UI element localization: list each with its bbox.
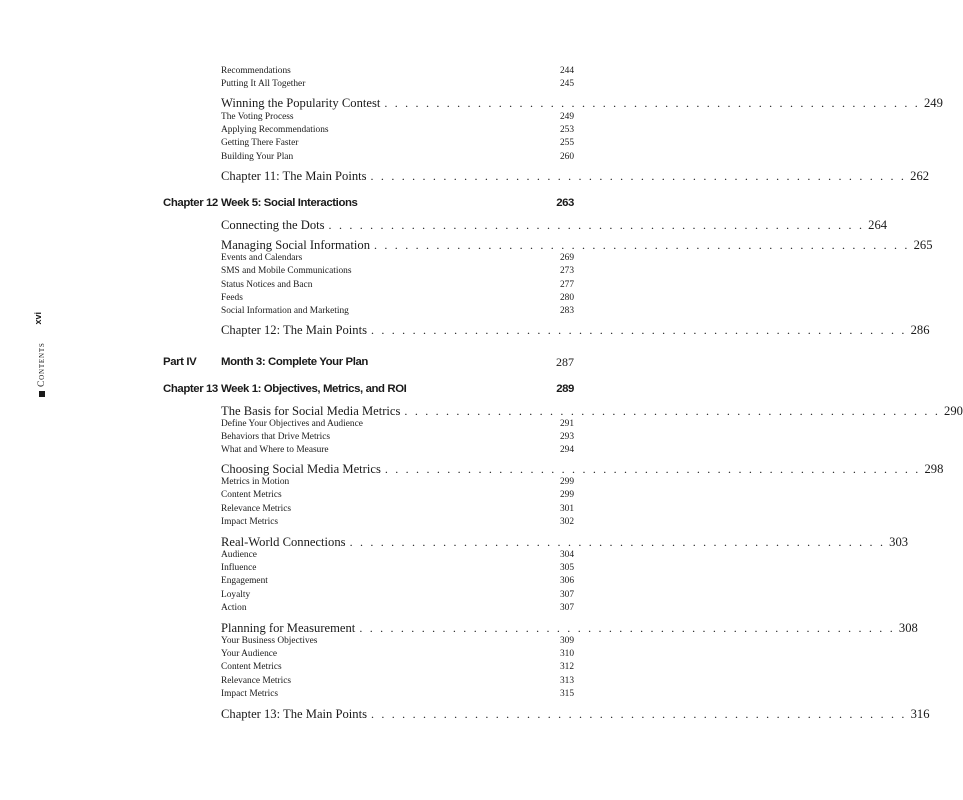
toc-section[interactable]: Winning the Popularity Contest . . . . . . . . . . . . . . . . . . . . . . . . . . . . . . . . . . . . . . . . . . . . . . . . . . . . 249 <box>221 96 943 110</box>
toc-entry[interactable]: Building Your Plan 260 <box>221 152 574 162</box>
toc-entry[interactable]: Loyalty 307 <box>221 590 574 600</box>
square-bullet-icon <box>39 391 45 397</box>
dot-leader: . . . . . . . . . . . . . . . . . . . . . . . . . . . . . . . . . . . . . . . . . . . . . . . . . . . . <box>328 218 865 232</box>
dot-leader: . . . . . . . . . . . . . . . . . . . . . . . . . . . . . . . . . . . . . . . . . . . . . . . . . . . . <box>349 535 886 549</box>
dot-leader: . . . . . . . . . . . . . . . . . . . . . . . . . . . . . . . . . . . . . . . . . . . . . . . . . . . . <box>370 323 907 337</box>
toc-section[interactable]: Chapter 13: The Main Points . . . . . . . . . . . . . . . . . . . . . . . . . . . . . . . . . . . . . . . . . . . . . . . . . . . . 316 <box>221 707 930 721</box>
dot-leader: . . . . . . . . . . . . . . . . . . . . . . . . . . . . . . . . . . . . . . . . . . . . . . . . . . . . <box>384 462 921 476</box>
chapter-heading[interactable]: Chapter 13 Week 1: Objectives, Metrics, and ROI 289 <box>163 383 574 395</box>
toc-section[interactable]: The Basis for Social Media Metrics . . . . . . . . . . . . . . . . . . . . . . . . . . . . . . . . . . . . . . . . . . . . . . . . . . . . 290 <box>221 404 963 418</box>
toc-entry[interactable]: Recommendations 244 <box>221 66 574 76</box>
toc-entry[interactable]: Content Metrics 299 <box>221 490 574 500</box>
page-number: xvi <box>33 312 43 325</box>
toc-entry[interactable]: The Voting Process 249 <box>221 112 574 122</box>
toc-entry[interactable]: Your Audience 310 <box>221 649 574 659</box>
toc-section[interactable]: Choosing Social Media Metrics . . . . . . . . . . . . . . . . . . . . . . . . . . . . . . . . . . . . . . . . . . . . . . . . . . . . 298 <box>221 462 944 476</box>
toc-entry[interactable]: SMS and Mobile Communications 273 <box>221 266 574 276</box>
toc-entry[interactable]: Getting There Faster 255 <box>221 138 574 148</box>
toc-section[interactable]: Chapter 12: The Main Points . . . . . . . . . . . . . . . . . . . . . . . . . . . . . . . . . . . . . . . . . . . . . . . . . . . . 286 <box>221 323 930 337</box>
toc-entry[interactable]: Audience 304 <box>221 550 574 560</box>
dot-leader: . . . . . . . . . . . . . . . . . . . . . . . . . . . . . . . . . . . . . . . . . . . . . . . . . . . . <box>370 169 907 183</box>
toc-section[interactable]: Planning for Measurement . . . . . . . . . . . . . . . . . . . . . . . . . . . . . . . . . . . . . . . . . . . . . . . . . . . . 308 <box>221 621 918 635</box>
toc-section[interactable]: Real-World Connections . . . . . . . . . . . . . . . . . . . . . . . . . . . . . . . . . . . . . . . . . . . . . . . . . . . . 303 <box>221 535 909 549</box>
toc-entry[interactable]: Content Metrics 312 <box>221 662 574 672</box>
running-title <box>35 327 49 397</box>
toc-section[interactable]: Chapter 11: The Main Points . . . . . . . . . . . . . . . . . . . . . . . . . . . . . . . . . . . . . . . . . . . . . . . . . . . . 262 <box>221 169 930 183</box>
toc-entry[interactable]: Behaviors that Drive Metrics 293 <box>221 432 574 442</box>
toc-entry[interactable]: Engagement 306 <box>221 576 574 586</box>
dot-leader: . . . . . . . . . . . . . . . . . . . . . . . . . . . . . . . . . . . . . . . . . . . . . . . . . . . . <box>374 238 910 252</box>
toc-section[interactable]: Managing Social Information . . . . . . . . . . . . . . . . . . . . . . . . . . . . . . . . . . . . . . . . . . . . . . . . . . . . 265 <box>221 238 933 252</box>
toc-entry[interactable]: Relevance Metrics 313 <box>221 676 574 686</box>
dot-leader: . . . . . . . . . . . . . . . . . . . . . . . . . . . . . . . . . . . . . . . . . . . . . . . . . . . . <box>404 404 941 418</box>
toc-entry[interactable]: Define Your Objectives and Audience 291 <box>221 419 574 429</box>
dot-leader: . . . . . . . . . . . . . . . . . . . . . . . . . . . . . . . . . . . . . . . . . . . . . . . . . . . . <box>359 621 895 635</box>
dot-leader: . . . . . . . . . . . . . . . . . . . . . . . . . . . . . . . . . . . . . . . . . . . . . . . . . . . . <box>384 96 920 110</box>
toc-section[interactable]: Connecting the Dots . . . . . . . . . . . . . . . . . . . . . . . . . . . . . . . . . . . . . . . . . . . . . . . . . . . . 264 <box>221 218 888 232</box>
toc-entry[interactable]: Impact Metrics 302 <box>221 517 574 527</box>
toc-entry[interactable]: Action 307 <box>221 603 574 613</box>
toc-entry[interactable]: Metrics in Motion 299 <box>221 477 574 487</box>
running-title-text: Contents <box>37 342 47 387</box>
toc-entry[interactable]: Influence 305 <box>221 563 574 573</box>
toc-entry[interactable]: Impact Metrics 315 <box>221 689 574 699</box>
toc-entry[interactable]: Putting It All Together 245 <box>221 79 574 89</box>
toc-entry[interactable]: Status Notices and Bacn 277 <box>221 280 574 290</box>
toc-entry[interactable]: Applying Recommendations 253 <box>221 125 574 135</box>
toc-entry[interactable]: Relevance Metrics 301 <box>221 504 574 514</box>
toc-entry[interactable]: Events and Calendars 269 <box>221 253 574 263</box>
toc-entry[interactable]: Social Information and Marketing 283 <box>221 306 574 316</box>
toc-entry[interactable]: Your Business Objectives 309 <box>221 636 574 646</box>
toc-entry[interactable]: Feeds 280 <box>221 293 574 303</box>
chapter-heading[interactable]: Chapter 12 Week 5: Social Interactions 263 <box>163 197 574 209</box>
dot-leader: . . . . . . . . . . . . . . . . . . . . . . . . . . . . . . . . . . . . . . . . . . . . . . . . . . . . <box>370 707 907 721</box>
part-heading[interactable]: Part IV Month 3: Complete Your Plan 287 <box>163 355 574 369</box>
toc-entry[interactable]: What and Where to Measure 294 <box>221 445 574 455</box>
